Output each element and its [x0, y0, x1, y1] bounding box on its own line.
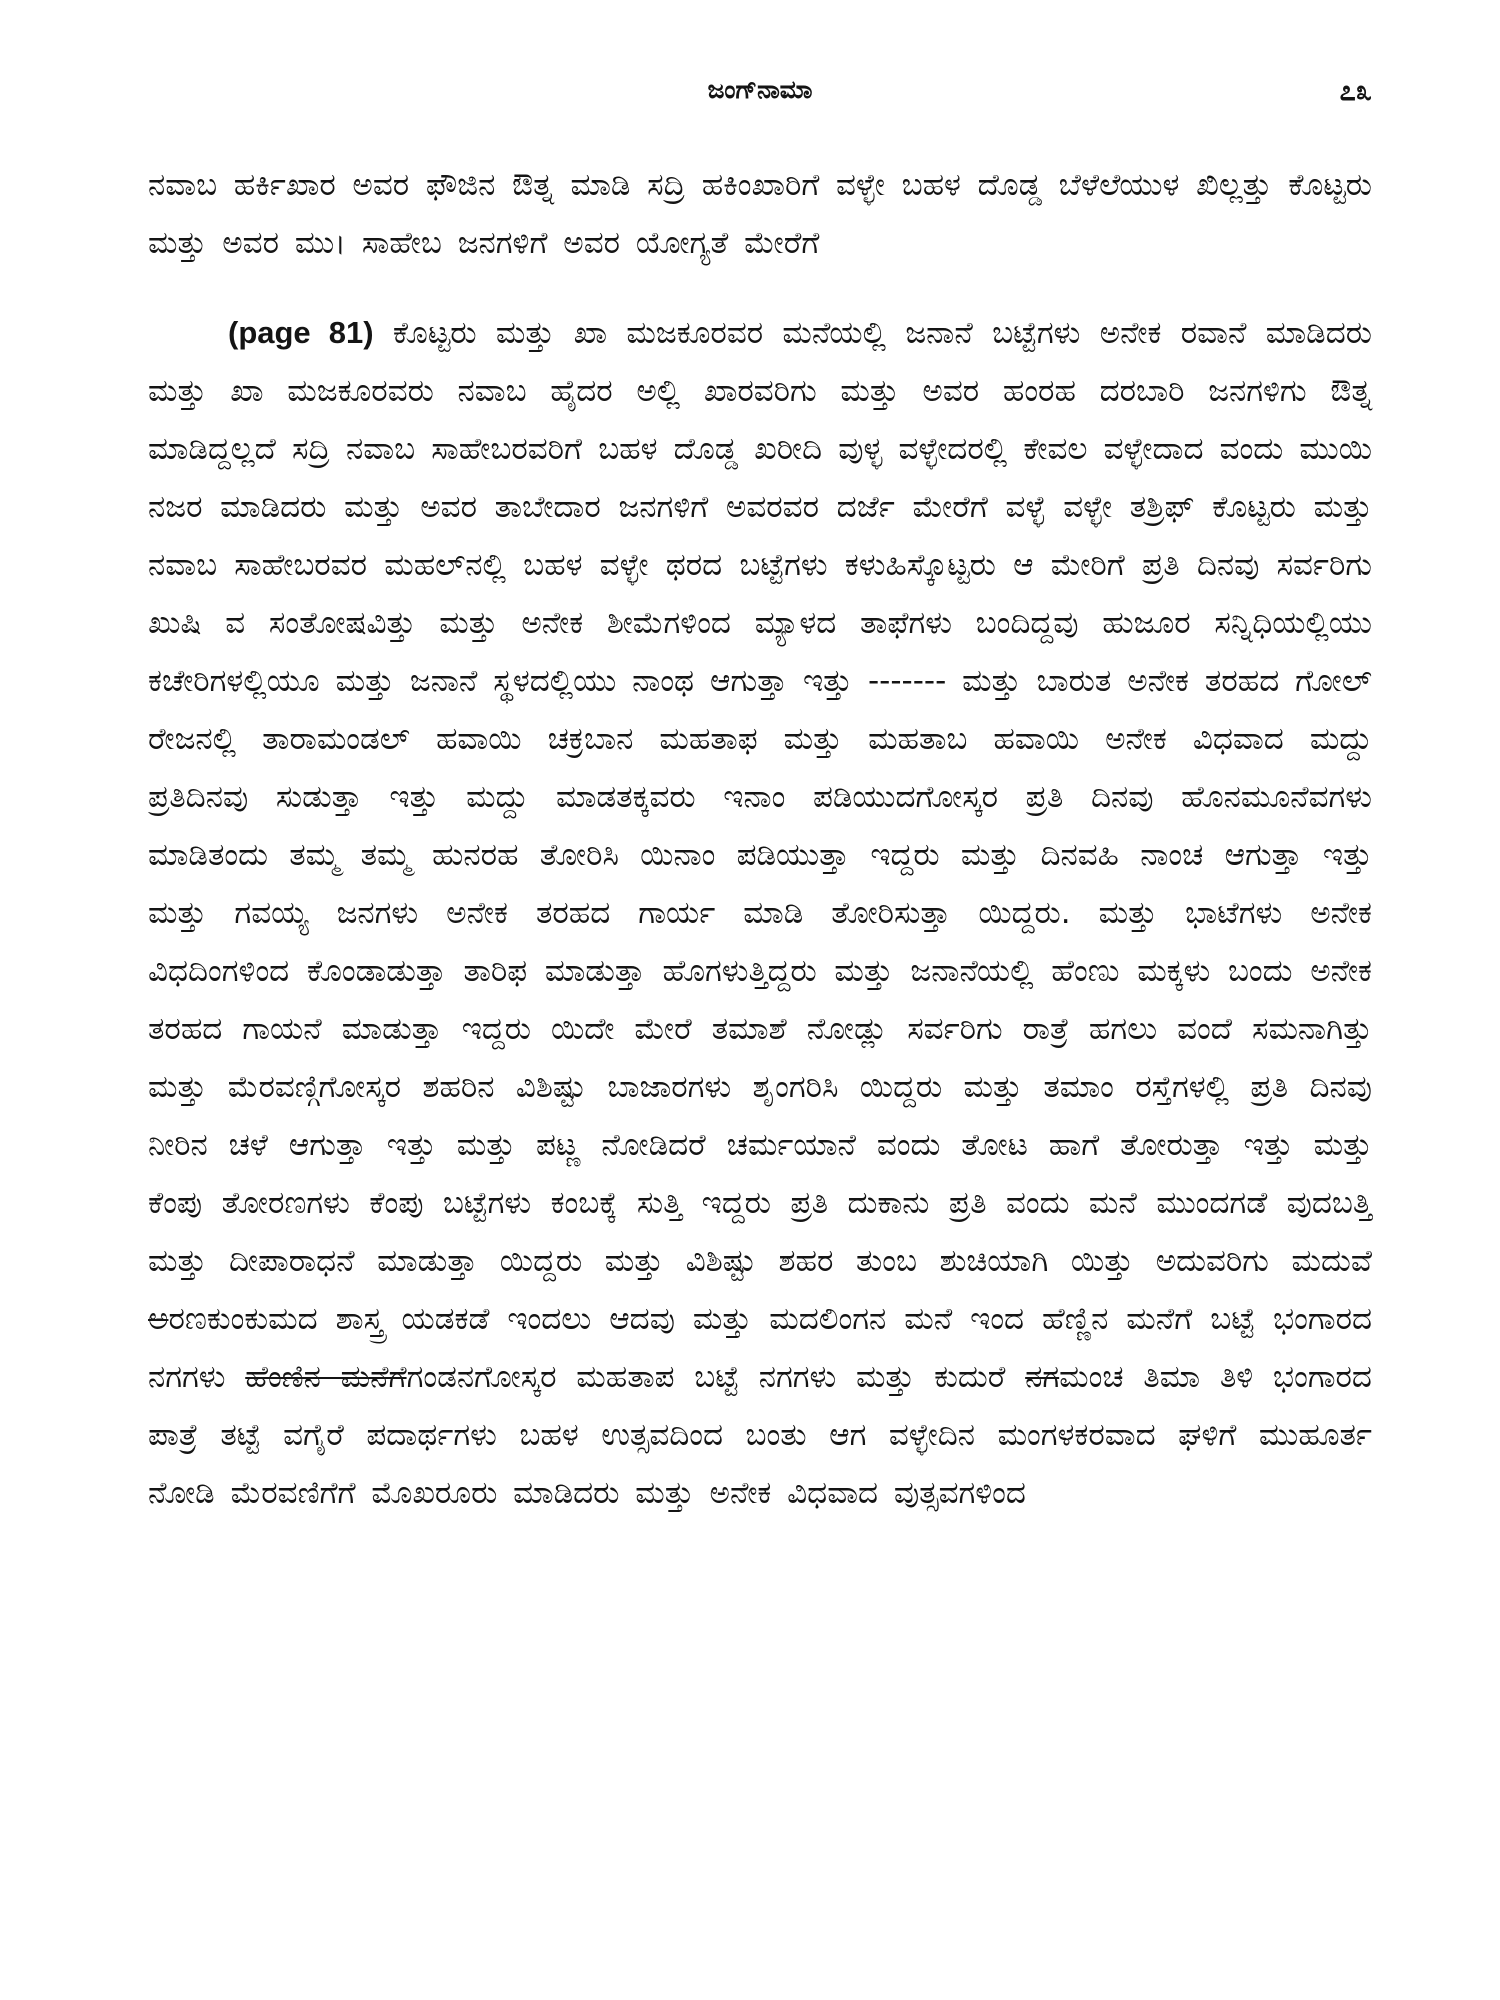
paragraph-segment: ಮಂಚ ತಿಮಾ ತಿಳಿ ಭಂಗಾರದ ಪಾತ್ರೆ ತಟ್ಟೆ ವಗೈರೆ ಪದಾರ್ಥಗಳು ಬಹಳ ಉತ್ಸವದಿಂದ ಬಂತು ಆಗ ವಳ್ಳೇದಿನ ಮಂಗಳಕರವಾದ ಘಳಿಗೆ ಮುಹೂರ್ತ ನೋಡಿ ಮೆರವಣಿಗೆಗೆ ಮೊಖರೂರು ಮಾಡಿದರು ಮತ್ತು ಅನೇಕ ವಿಧವಾದ ವುತ್ಸವಗಳಿಂದ [148, 1359, 1372, 1511]
paragraph-continued: ನವಾಬ ಹರ್ಕಿಖಾರ ಅವರ ಫೌಜಿನ ಔತ್ನ ಮಾಡಿ ಸದ್ರಿ ಹಕಿಂಖಾರಿಗೆ ವಳ್ಳೇ ಬಹಳ ದೊಡ್ಡ ಬೆಳೆಲೆಯುಳ ಖಿಲ್ಲತ್ತು ಕೊಟ್ಟರು ಮತ್ತು ಅವರ ಮು। ಸಾಹೇಬ ಜನಗಳಿಗೆ ಅವರ ಯೋಗ್ಯತೆ ಮೇರೆಗೆ [148, 167, 1372, 261]
page-reference: (page 81) [228, 315, 374, 350]
page-number: ೭೩ [1339, 73, 1372, 107]
struck-text: ನಗ [1025, 1359, 1060, 1395]
body-text [148, 156, 1372, 1522]
running-header [148, 70, 1372, 110]
running-header-title: ಜಂಗ್‌ನಾಮಾ [707, 75, 813, 104]
paragraph-segment: ರಣಕುಂಕುಮದ ಶಾಸ್ತ್ರ ಯಡಕಡೆ ಇಂದಲು ಆದವು ಮತ್ತು ಮದಲಿಂಗನ ಮನೆ ಇಂದ ಹೆಣ್ಣಿನ ಮನೆಗೆ ಬಟ್ಟೆ ಭಂಗಾರದ ನಗಗಳು [148, 1301, 1372, 1395]
paragraph-segment: ಗಂಡನಗೋಸ್ಕರ ಮಹತಾಪ ಬಟ್ಟೆ ನಗಗಳು ಮತ್ತು ಕುದುರೆ [406, 1359, 1006, 1395]
struck-text: ಹೆಂಣಿನ ಮನೆಗೆ [245, 1359, 407, 1395]
struck-text: ಅ [148, 1301, 169, 1337]
paragraph-segment: ಕೊಟ್ಟರು ಮತ್ತು ಖಾ ಮಜಕೂರವರ ಮನೆಯಲ್ಲಿ ಜನಾನೆ ಬಟ್ಟೆಗಳು ಅನೇಕ ರವಾನೆ ಮಾಡಿದರು ಮತ್ತು ಖಾ ಮಜಕೂರವರು ನವಾಬ ಹೈದರ ಅಲ್ಲಿ ಖಾರವರಿಗು ಮತ್ತು ಅವರ ಹಂರಹ ದರಬಾರಿ ಜನಗಳಿಗು ಔತ್ನ ಮಾಡಿದ್ದಲ್ಲದೆ ಸದ್ರಿ ನವಾಬ ಸಾಹೇಬರವರಿಗೆ ಬಹಳ ದೊಡ್ಡ ಖರೀದಿ ವುಳ್ಳ ವಳ್ಳೇದರಲ್ಲಿ ಕೇವಲ ವಳ್ಳೇದಾದ ವಂದು ಮುಯಿ ನಜರ ಮಾಡಿದರು ಮತ್ತು ಅವರ ತಾಬೇದಾರ ಜನಗಳಿಗೆ ಅವರವರ ದರ್ಜೆ ಮೇರೆಗೆ ವಳ್ಳೆ ವಳ್ಳೇ ತಶ್ರಿಫ್ ಕೊಟ್ಟರು ಮತ್ತು ನವಾಬ ಸಾಹೇಬರವರ ಮಹಲ್‌ನಲ್ಲಿ ಬಹಳ ವಳ್ಳೇ ಥರದ ಬಟ್ಟೆಗಳು ಕಳುಹಿಸ್ಕೊಟ್ಟರು ಆ ಮೇರಿಗೆ ಪ್ರತಿ ದಿನವು ಸರ್ವರಿಗು ಖುಷಿ ವ ಸಂತೋಷವಿತ್ತು ಮತ್ತು ಅನೇಕ ಶೀಮೆಗಳಿಂದ ಮ್ಯಾಳದ ತಾಫೆಗಳು ಬಂದಿದ್ದವು ಹುಜೂರ ಸನ್ನಿಧಿಯಲ್ಲಿಯು ಕಚೇರಿಗಳಲ್ಲಿಯೂ ಮತ್ತು ಜನಾನೆ ಸ್ಥಳದಲ್ಲಿಯು ನಾಂಥ ಆಗುತ್ತಾ ಇತ್ತು ------- ಮತ್ತು ಬಾರುತ ಅನೇಕ ತರಹದ ಗೋಲ್ ರೇಜನಲ್ಲಿ ತಾರಾಮಂಡಲ್ ಹವಾಯಿ ಚಕ್ರಬಾನ ಮಹತಾಫ ಮತ್ತು ಮಹತಾಬ ಹವಾಯಿ ಅನೇಕ ವಿಧವಾದ ಮದ್ದು ಪ್ರತಿದಿನವು ಸುಡುತ್ತಾ ಇತ್ತು ಮದ್ದು ಮಾಡತಕ್ಕವರು ಇನಾಂ ಪಡಿಯುದಗೋಸ್ಕರ ಪ್ರತಿ ದಿನವು ಹೊನಮೂನೆವಗಳು ಮಾಡಿತಂದು ತಮ್ಮ ತಮ್ಮ ಹುನರಹ ತೋರಿಸಿ ಯಿನಾಂ ಪಡಿಯುತ್ತಾ ಇದ್ದರು ಮತ್ತು ದಿನವಹಿ ನಾಂಚ ಆಗುತ್ತಾ ಇತ್ತು ಮತ್ತು ಗವಯ್ಯ ಜನಗಳು ಅನೇಕ ತರಹದ ಗಾರ್ಯ ಮಾಡಿ ತೋರಿಸುತ್ತಾ ಯಿದ್ದರು. ಮತ್ತು ಭಾಟೆಗಳು ಅನೇಕ ವಿಧದಿಂಗಳಿಂದ ಕೊಂಡಾಡುತ್ತಾ ತಾರಿಫ ಮಾಡುತ್ತಾ ಹೊಗಳುತ್ತಿದ್ದರು ಮತ್ತು ಜನಾನೆಯಲ್ಲಿ ಹೆಂಣು ಮಕ್ಕಳು ಬಂದು ಅನೇಕ ತರಹದ ಗಾಯನೆ ಮಾಡುತ್ತಾ ಇದ್ದರು ಯಿದೇ ಮೇರೆ ತಮಾಶೆ ನೋಡ್ಲು ಸರ್ವರಿಗು ರಾತ್ರೆ ಹಗಲು ವಂದೆ ಸಮನಾಗಿತ್ತು ಮತ್ತು ಮೆರವಣ್ಗಿಗೋಸ್ಕರ ಶಹರಿನ ವಿಶಿಷ್ಟು ಬಾಜಾರಗಳು ಶೃಂಗರಿಸಿ ಯಿದ್ದರು ಮತ್ತು ತಮಾಂ ರಸ್ತೆಗಳಲ್ಲಿ ಪ್ರತಿ ದಿನವು ನೀರಿನ ಚಳೆ ಆಗುತ್ತಾ ಇತ್ತು ಮತ್ತು ಪಟ್ಣ ನೋಡಿದರೆ ಚರ್ಮಯಾನೆ ವಂದು ತೋಟ ಹಾಗೆ ತೋರುತ್ತಾ ಇತ್ತು ಮತ್ತು ಕೆಂಪು ತೋರಣಗಳು ಕೆಂಪು ಬಟ್ಟೆಗಳು ಕಂಬಕ್ಕೆ ಸುತ್ತಿ ಇದ್ದರು ಪ್ರತಿ ದುಕಾನು ಪ್ರತಿ ವಂದು ಮನೆ ಮುಂದಗಡೆ ವುದಬತ್ತಿ ಮತ್ತು ದೀಪಾರಾಧನೆ ಮಾಡುತ್ತಾ ಯಿದ್ದರು ಮತ್ತು ವಿಶಿಷ್ಟು ಶಹರ ತುಂಬ ಶುಚಿಯಾಗಿ ಯಿತ್ತು ಅದುವರಿಗು ಮದುವೆ [148, 315, 1372, 1279]
paragraph-page-81 [148, 304, 1372, 1522]
